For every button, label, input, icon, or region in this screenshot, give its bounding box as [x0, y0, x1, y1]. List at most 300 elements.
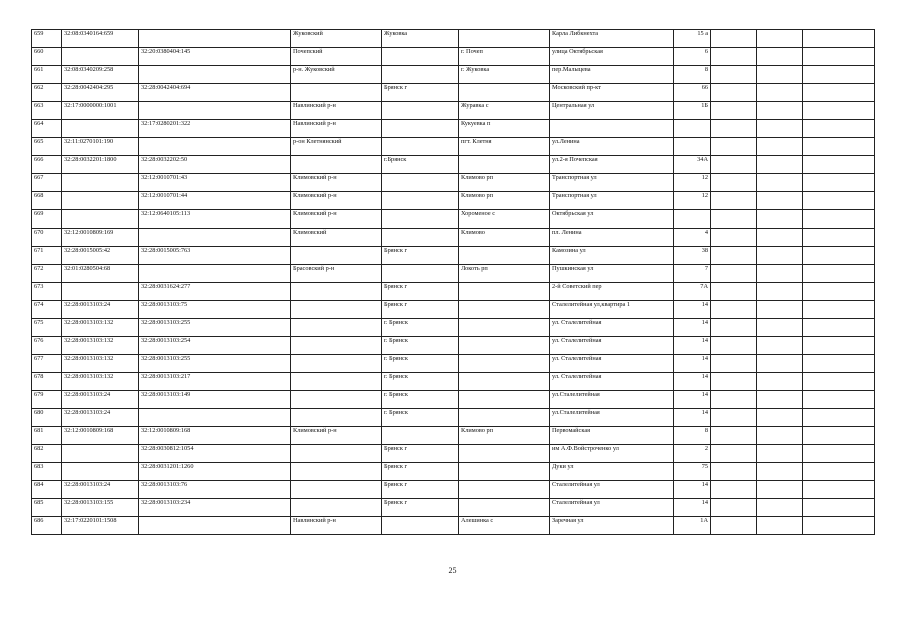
street-cell: Транспортная ул	[550, 192, 674, 210]
row-index-cell: 685	[32, 499, 62, 517]
extra-col-2-cell	[757, 445, 803, 463]
cadastral-number-cell: 32:28:0013103:24	[62, 390, 139, 408]
extra-col-1-cell	[711, 246, 757, 264]
table-row	[32, 445, 875, 463]
locality-cell	[382, 427, 459, 445]
extra-col-1-cell	[711, 228, 757, 246]
street-cell: Транспортная ул	[550, 174, 674, 192]
table-row	[32, 282, 875, 300]
extra-col-1-cell	[711, 408, 757, 426]
cadastral-number-cell	[62, 445, 139, 463]
table-row	[32, 210, 875, 228]
building-cadastral-number-cell: 32:28:0013103:255	[139, 318, 291, 336]
street-cell: Первомайская	[550, 427, 674, 445]
building-cadastral-number-cell: 32:20:0380404:145	[139, 48, 291, 66]
extra-col-2-cell	[757, 210, 803, 228]
building-cadastral-number-cell	[139, 30, 291, 48]
building-cadastral-number-cell: 32:28:0013103:75	[139, 300, 291, 318]
extra-col-1-cell	[711, 48, 757, 66]
table-row	[32, 120, 875, 138]
settlement-cell	[459, 463, 550, 481]
row-index-cell: 681	[32, 427, 62, 445]
house-number-cell: 12	[674, 192, 711, 210]
street-cell: Камозина ул	[550, 246, 674, 264]
cadastral-number-cell: 32:08:0340209:258	[62, 66, 139, 84]
extra-col-3-cell	[803, 120, 875, 138]
street-cell: ул. Сталелитейная	[550, 318, 674, 336]
street-cell: ул.Сталелитейная	[550, 408, 674, 426]
extra-col-1-cell	[711, 282, 757, 300]
table-row	[32, 48, 875, 66]
row-index-cell: 661	[32, 66, 62, 84]
street-cell: ул. Сталелитейная	[550, 336, 674, 354]
extra-col-3-cell	[803, 318, 875, 336]
extra-col-2-cell	[757, 138, 803, 156]
house-number-cell: 14	[674, 408, 711, 426]
locality-cell: г. Брянск	[382, 318, 459, 336]
settlement-cell: Климово рп	[459, 174, 550, 192]
cadastral-number-cell: 32:28:0013103:132	[62, 336, 139, 354]
locality-cell: Брянск г	[382, 481, 459, 499]
district-cell: Жуковский	[291, 30, 382, 48]
table-row	[32, 156, 875, 174]
cadastral-number-cell: 32:17:0220101:1508	[62, 517, 139, 535]
cadastral-number-cell	[62, 282, 139, 300]
district-cell: Климовский р-н	[291, 210, 382, 228]
house-number-cell: 6	[674, 48, 711, 66]
table-row	[32, 246, 875, 264]
extra-col-2-cell	[757, 102, 803, 120]
locality-cell: Жуковка	[382, 30, 459, 48]
settlement-cell	[459, 156, 550, 174]
extra-col-2-cell	[757, 30, 803, 48]
extra-col-3-cell	[803, 264, 875, 282]
extra-col-2-cell	[757, 481, 803, 499]
house-number-cell: 7	[674, 264, 711, 282]
district-cell: р-н. Жуковский	[291, 66, 382, 84]
extra-col-1-cell	[711, 354, 757, 372]
district-cell: Брасовский р-н	[291, 264, 382, 282]
settlement-cell	[459, 499, 550, 517]
building-cadastral-number-cell: 32:17:0280201:322	[139, 120, 291, 138]
building-cadastral-number-cell	[139, 138, 291, 156]
street-cell: ул.Сталелитейная	[550, 390, 674, 408]
row-index-cell: 660	[32, 48, 62, 66]
district-cell	[291, 354, 382, 372]
settlement-cell	[459, 84, 550, 102]
building-cadastral-number-cell	[139, 66, 291, 84]
row-index-cell: 669	[32, 210, 62, 228]
house-number-cell: 14	[674, 354, 711, 372]
row-index-cell: 673	[32, 282, 62, 300]
table-row	[32, 300, 875, 318]
extra-col-1-cell	[711, 499, 757, 517]
row-index-cell: 678	[32, 372, 62, 390]
table-row	[32, 427, 875, 445]
table-row	[32, 138, 875, 156]
extra-col-1-cell	[711, 156, 757, 174]
cadastral-number-cell	[62, 192, 139, 210]
extra-col-3-cell	[803, 246, 875, 264]
building-cadastral-number-cell: 32:28:0013103:234	[139, 499, 291, 517]
row-index-cell: 670	[32, 228, 62, 246]
cadastral-number-cell	[62, 463, 139, 481]
row-index-cell: 684	[32, 481, 62, 499]
extra-col-1-cell	[711, 336, 757, 354]
street-cell: улица Октябрьская	[550, 48, 674, 66]
table-row	[32, 354, 875, 372]
locality-cell	[382, 210, 459, 228]
extra-col-1-cell	[711, 30, 757, 48]
extra-col-3-cell	[803, 372, 875, 390]
locality-cell	[382, 48, 459, 66]
extra-col-3-cell	[803, 66, 875, 84]
row-index-cell: 665	[32, 138, 62, 156]
extra-col-2-cell	[757, 318, 803, 336]
house-number-cell: 15 а	[674, 30, 711, 48]
table-row	[32, 517, 875, 535]
extra-col-1-cell	[711, 390, 757, 408]
district-cell: Климовский р-н	[291, 427, 382, 445]
district-cell: Климовский	[291, 228, 382, 246]
extra-col-3-cell	[803, 228, 875, 246]
locality-cell: Брянск г	[382, 246, 459, 264]
cadastral-number-cell: 32:28:0013103:24	[62, 300, 139, 318]
extra-col-2-cell	[757, 499, 803, 517]
row-index-cell: 659	[32, 30, 62, 48]
district-cell	[291, 408, 382, 426]
cadastral-number-cell: 32:12:0010809:168	[62, 427, 139, 445]
house-number-cell	[674, 138, 711, 156]
extra-col-1-cell	[711, 66, 757, 84]
row-index-cell: 663	[32, 102, 62, 120]
cadastral-number-cell: 32:28:0013103:155	[62, 499, 139, 517]
cadastral-number-cell	[62, 210, 139, 228]
settlement-cell	[459, 246, 550, 264]
extra-col-3-cell	[803, 445, 875, 463]
house-number-cell	[674, 210, 711, 228]
extra-col-3-cell	[803, 84, 875, 102]
building-cadastral-number-cell: 32:12:0010809:168	[139, 427, 291, 445]
cadastral-number-cell: 32:28:0013103:132	[62, 318, 139, 336]
building-cadastral-number-cell: 32:28:0013103:254	[139, 336, 291, 354]
building-cadastral-number-cell: 32:28:0013103:217	[139, 372, 291, 390]
table-row	[32, 84, 875, 102]
table-row	[32, 481, 875, 499]
street-cell: Сталелитейная ул,квартира 1	[550, 300, 674, 318]
row-index-cell: 667	[32, 174, 62, 192]
cadastral-number-cell: 32:28:0013103:24	[62, 408, 139, 426]
table-row	[32, 174, 875, 192]
extra-col-1-cell	[711, 138, 757, 156]
extra-col-3-cell	[803, 481, 875, 499]
house-number-cell: 2	[674, 445, 711, 463]
building-cadastral-number-cell: 32:28:0013103:149	[139, 390, 291, 408]
extra-col-3-cell	[803, 282, 875, 300]
extra-col-2-cell	[757, 408, 803, 426]
house-number-cell: 38	[674, 246, 711, 264]
house-number-cell: 14	[674, 372, 711, 390]
locality-cell: Брянск г	[382, 499, 459, 517]
extra-col-3-cell	[803, 463, 875, 481]
street-cell: Сталелитейная ул	[550, 499, 674, 517]
building-cadastral-number-cell: 32:12:0640105:113	[139, 210, 291, 228]
row-index-cell: 668	[32, 192, 62, 210]
house-number-cell: 1Б	[674, 102, 711, 120]
street-cell: Центральная ул	[550, 102, 674, 120]
settlement-cell: г. Жуковка	[459, 66, 550, 84]
locality-cell	[382, 102, 459, 120]
locality-cell: г. Брянск	[382, 408, 459, 426]
table-row	[32, 66, 875, 84]
extra-col-3-cell	[803, 156, 875, 174]
street-cell: Сталелитейная ул	[550, 481, 674, 499]
locality-cell: г. Брянск	[382, 390, 459, 408]
extra-col-2-cell	[757, 390, 803, 408]
locality-cell: Брянск г	[382, 445, 459, 463]
locality-cell: г. Брянск	[382, 336, 459, 354]
extra-col-2-cell	[757, 156, 803, 174]
table-row	[32, 499, 875, 517]
building-cadastral-number-cell: 32:28:0042404:694	[139, 84, 291, 102]
extra-col-2-cell	[757, 84, 803, 102]
extra-col-3-cell	[803, 390, 875, 408]
row-index-cell: 666	[32, 156, 62, 174]
street-cell: Дуки ул	[550, 463, 674, 481]
extra-col-1-cell	[711, 481, 757, 499]
locality-cell: Брянск г	[382, 84, 459, 102]
district-cell: Навлинский р-н	[291, 517, 382, 535]
row-index-cell: 671	[32, 246, 62, 264]
extra-col-1-cell	[711, 264, 757, 282]
building-cadastral-number-cell	[139, 408, 291, 426]
table-row	[32, 408, 875, 426]
house-number-cell: 14	[674, 481, 711, 499]
table-row	[32, 390, 875, 408]
street-cell: им А.Ф.Войстроченко ул	[550, 445, 674, 463]
cadastral-number-cell: 32:11:0270101:190	[62, 138, 139, 156]
settlement-cell: Климово	[459, 228, 550, 246]
settlement-cell: Кукуевка п	[459, 120, 550, 138]
cadastral-number-cell	[62, 174, 139, 192]
extra-col-1-cell	[711, 445, 757, 463]
house-number-cell: 34А	[674, 156, 711, 174]
cadastral-number-cell: 32:28:0013103:132	[62, 372, 139, 390]
row-index-cell: 682	[32, 445, 62, 463]
district-cell: Навлинский р-н	[291, 120, 382, 138]
table-row	[32, 318, 875, 336]
street-cell: ул. Сталелитейная	[550, 372, 674, 390]
house-number-cell: 75	[674, 463, 711, 481]
settlement-cell	[459, 390, 550, 408]
house-number-cell: 14	[674, 318, 711, 336]
street-cell: пл. Ленина	[550, 228, 674, 246]
extra-col-2-cell	[757, 354, 803, 372]
extra-col-2-cell	[757, 66, 803, 84]
extra-col-2-cell	[757, 282, 803, 300]
cadastral-number-cell: 32:12:0010809:169	[62, 228, 139, 246]
row-index-cell: 679	[32, 390, 62, 408]
street-cell: Пушкинская ул	[550, 264, 674, 282]
house-number-cell: 4	[674, 228, 711, 246]
table-body	[32, 30, 875, 535]
district-cell	[291, 445, 382, 463]
locality-cell: г. Брянск	[382, 354, 459, 372]
row-index-cell: 686	[32, 517, 62, 535]
extra-col-3-cell	[803, 300, 875, 318]
street-cell: ул.2-я Почепская	[550, 156, 674, 174]
extra-col-2-cell	[757, 174, 803, 192]
row-index-cell: 664	[32, 120, 62, 138]
row-index-cell: 662	[32, 84, 62, 102]
extra-col-3-cell	[803, 354, 875, 372]
district-cell	[291, 463, 382, 481]
building-cadastral-number-cell: 32:28:0013103:255	[139, 354, 291, 372]
house-number-cell: 1А	[674, 517, 711, 535]
settlement-cell	[459, 300, 550, 318]
cadastral-number-cell	[62, 48, 139, 66]
district-cell: Климовский р-н	[291, 192, 382, 210]
extra-col-1-cell	[711, 210, 757, 228]
building-cadastral-number-cell: 32:28:0015005:763	[139, 246, 291, 264]
building-cadastral-number-cell	[139, 228, 291, 246]
district-cell: р-он Клетнянский	[291, 138, 382, 156]
district-cell: Климовский р-н	[291, 174, 382, 192]
settlement-cell: Журавка с	[459, 102, 550, 120]
settlement-cell	[459, 336, 550, 354]
house-number-cell: 66	[674, 84, 711, 102]
extra-col-2-cell	[757, 517, 803, 535]
extra-col-3-cell	[803, 336, 875, 354]
street-cell: Заречная ул	[550, 517, 674, 535]
cadastral-number-cell: 32:28:0015005:42	[62, 246, 139, 264]
extra-col-1-cell	[711, 427, 757, 445]
street-cell: ул.Ленина	[550, 138, 674, 156]
extra-col-1-cell	[711, 318, 757, 336]
settlement-cell	[459, 318, 550, 336]
extra-col-3-cell	[803, 210, 875, 228]
table-row	[32, 264, 875, 282]
district-cell	[291, 84, 382, 102]
district-cell	[291, 318, 382, 336]
district-cell	[291, 390, 382, 408]
extra-col-3-cell	[803, 499, 875, 517]
extra-col-2-cell	[757, 336, 803, 354]
building-cadastral-number-cell: 32:28:0030812:1054	[139, 445, 291, 463]
cadastral-number-cell: 32:08:0340164:659	[62, 30, 139, 48]
locality-cell: Брянск г	[382, 300, 459, 318]
extra-col-2-cell	[757, 300, 803, 318]
row-index-cell: 683	[32, 463, 62, 481]
district-cell	[291, 499, 382, 517]
row-index-cell: 677	[32, 354, 62, 372]
table-row	[32, 336, 875, 354]
street-cell: пер.Малыцева	[550, 66, 674, 84]
settlement-cell	[459, 372, 550, 390]
extra-col-3-cell	[803, 48, 875, 66]
extra-col-1-cell	[711, 84, 757, 102]
extra-col-2-cell	[757, 192, 803, 210]
locality-cell	[382, 120, 459, 138]
house-number-cell: 7А	[674, 282, 711, 300]
house-number-cell: 8	[674, 427, 711, 445]
house-number-cell: 14	[674, 390, 711, 408]
district-cell	[291, 481, 382, 499]
settlement-cell: пгт. Клетня	[459, 138, 550, 156]
settlement-cell	[459, 481, 550, 499]
page-number: 25	[448, 566, 457, 575]
district-cell	[291, 246, 382, 264]
table-row	[32, 228, 875, 246]
locality-cell	[382, 138, 459, 156]
cadastral-number-cell: 32:28:0013103:24	[62, 481, 139, 499]
extra-col-3-cell	[803, 30, 875, 48]
extra-col-3-cell	[803, 192, 875, 210]
table-row	[32, 372, 875, 390]
street-cell: 2-й Советский пер	[550, 282, 674, 300]
street-cell: Карла Либкнехта	[550, 30, 674, 48]
locality-cell: г.Брянск	[382, 156, 459, 174]
extra-col-1-cell	[711, 120, 757, 138]
district-cell	[291, 372, 382, 390]
table-row	[32, 463, 875, 481]
settlement-cell	[459, 445, 550, 463]
extra-col-2-cell	[757, 463, 803, 481]
settlement-cell	[459, 354, 550, 372]
row-index-cell: 672	[32, 264, 62, 282]
house-number-cell: 12	[674, 174, 711, 192]
settlement-cell	[459, 30, 550, 48]
settlement-cell: Локоть рп	[459, 264, 550, 282]
house-number-cell: 14	[674, 499, 711, 517]
building-cadastral-number-cell	[139, 102, 291, 120]
cadastral-number-cell: 32:28:0042404:295	[62, 84, 139, 102]
row-index-cell: 674	[32, 300, 62, 318]
extra-col-3-cell	[803, 427, 875, 445]
settlement-cell: г. Почеп	[459, 48, 550, 66]
district-cell: Почепский	[291, 48, 382, 66]
district-cell	[291, 300, 382, 318]
house-number-cell: 8	[674, 66, 711, 84]
extra-col-3-cell	[803, 174, 875, 192]
table-row	[32, 30, 875, 48]
locality-cell	[382, 66, 459, 84]
settlement-cell: Климово рп	[459, 192, 550, 210]
locality-cell	[382, 174, 459, 192]
extra-col-1-cell	[711, 463, 757, 481]
cadastral-number-cell: 32:28:0032201:1800	[62, 156, 139, 174]
settlement-cell: Хороменое с	[459, 210, 550, 228]
building-cadastral-number-cell: 32:12:0010701:44	[139, 192, 291, 210]
cadastral-number-cell: 32:01:0280504:68	[62, 264, 139, 282]
extra-col-3-cell	[803, 102, 875, 120]
building-cadastral-number-cell	[139, 517, 291, 535]
extra-col-2-cell	[757, 120, 803, 138]
building-cadastral-number-cell	[139, 264, 291, 282]
locality-cell	[382, 192, 459, 210]
extra-col-1-cell	[711, 192, 757, 210]
extra-col-2-cell	[757, 246, 803, 264]
extra-col-2-cell	[757, 48, 803, 66]
row-index-cell: 680	[32, 408, 62, 426]
building-cadastral-number-cell: 32:12:0010701:43	[139, 174, 291, 192]
cadastral-number-cell: 32:17:0000000:1001	[62, 102, 139, 120]
building-cadastral-number-cell: 32:28:0032202:50	[139, 156, 291, 174]
locality-cell	[382, 264, 459, 282]
building-cadastral-number-cell: 32:28:0031201:1260	[139, 463, 291, 481]
extra-col-1-cell	[711, 517, 757, 535]
street-cell: ул. Сталелитейная	[550, 354, 674, 372]
